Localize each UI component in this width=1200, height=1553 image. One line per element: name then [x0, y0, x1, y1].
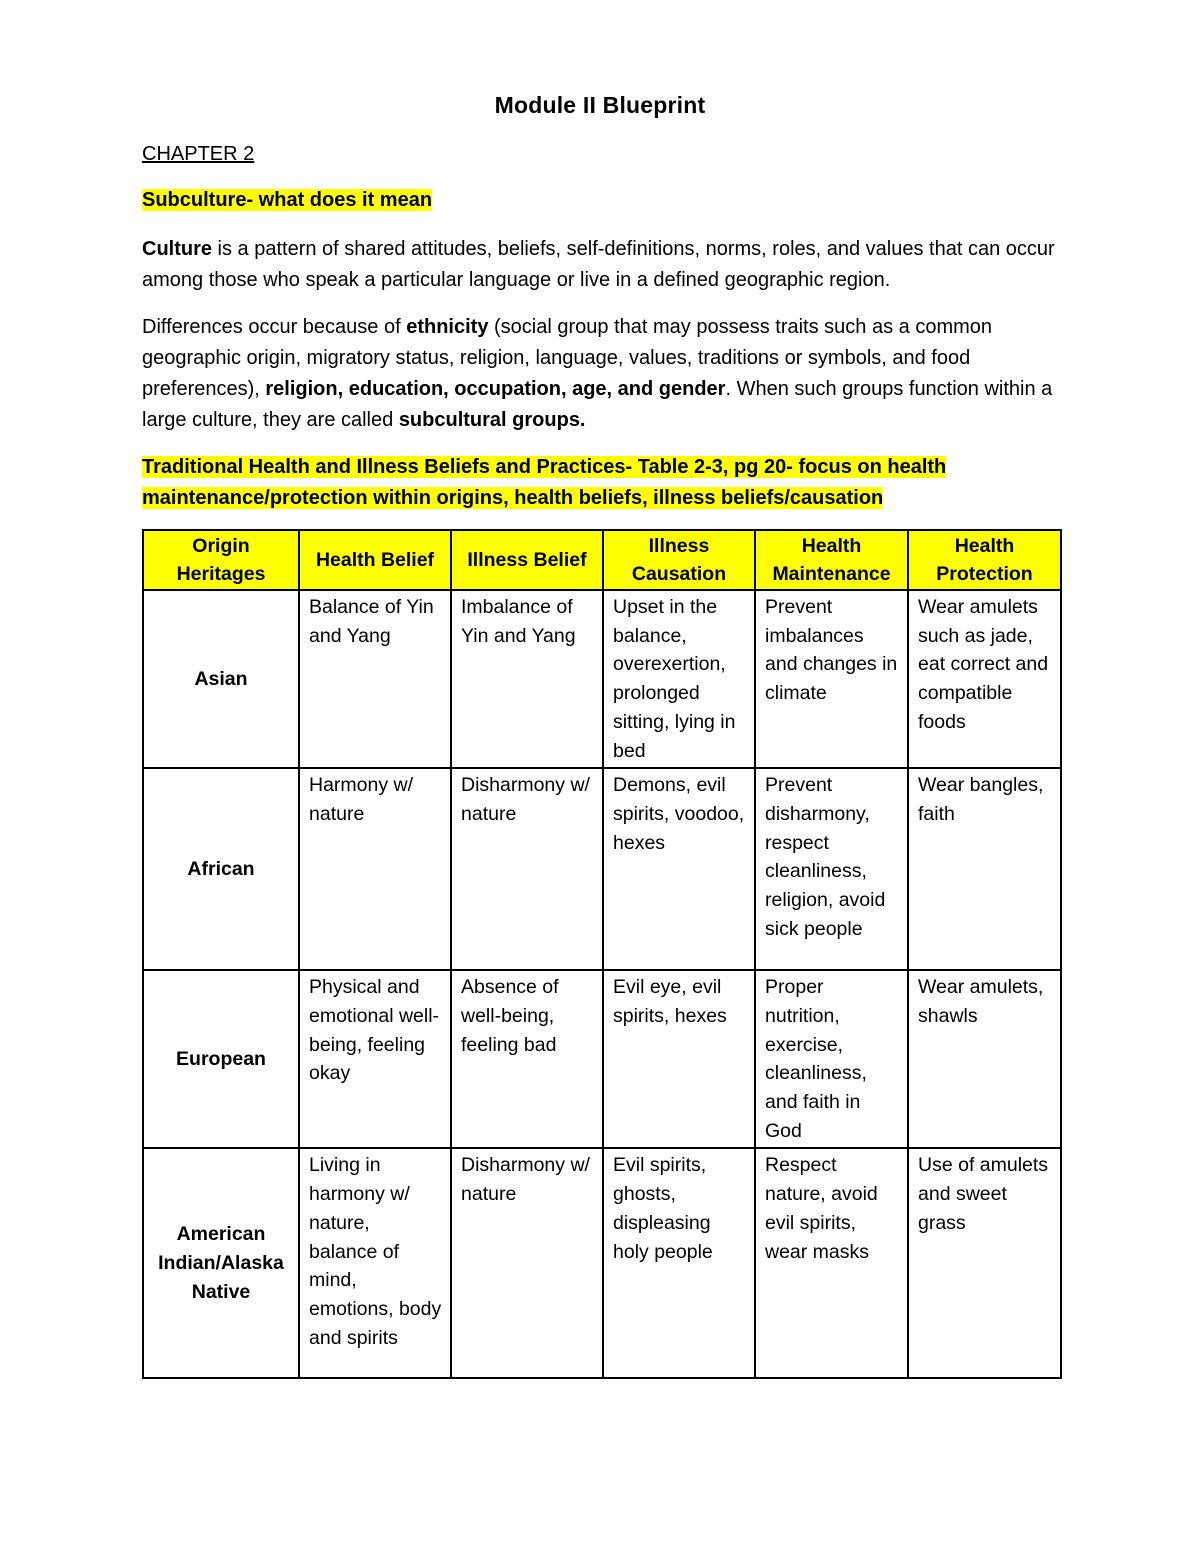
- table-heading-text: Traditional Health and Illness Beliefs and Practices- Table 2-3, pg 20- focus on health maintenance/protection within origins, health beliefs, illness beliefs/causation: [142, 456, 947, 509]
- table-cell: Wear bangles, faith: [908, 768, 1061, 970]
- column-header-origin: Origin Heritages: [143, 530, 299, 590]
- subcultural-groups-term: subcultural groups.: [398, 409, 586, 431]
- ethnicity-term: ethnicity: [406, 316, 489, 338]
- origin-cell: American Indian/Alaska Native: [143, 1148, 299, 1378]
- culture-term: Culture: [142, 238, 212, 260]
- column-header-illness-causation: Illness Causation: [603, 530, 755, 590]
- table-header-row: [143, 530, 1061, 590]
- page-title: Module II Blueprint: [494, 92, 706, 118]
- table-cell: Evil spirits, ghosts, displeasing holy people: [603, 1148, 755, 1378]
- chapter-heading: CHAPTER 2: [142, 143, 255, 165]
- table-cell: Wear amulets such as jade, eat correct and compatible foods: [908, 590, 1061, 768]
- table-cell: Demons, evil spirits, voodoo, hexes: [603, 768, 755, 970]
- table-cell: Prevent disharmony, respect cleanliness, religion, avoid sick people: [755, 768, 908, 970]
- factors-terms: religion, education, occupation, age, and gender: [265, 378, 726, 400]
- subculture-heading-text: Subculture- what does it mean: [142, 189, 433, 211]
- differences-paragraph: [142, 312, 1062, 436]
- table-cell: Disharmony w/ nature: [451, 1148, 603, 1378]
- differences-text-1: Differences occur because of: [142, 316, 407, 338]
- table-cell: Absence of well-being, feeling bad: [451, 970, 603, 1148]
- table-heading: [142, 452, 1062, 514]
- column-header-health-belief: Health Belief: [299, 530, 451, 590]
- subculture-heading: [142, 189, 432, 212]
- table-row: [143, 590, 1061, 768]
- table-cell: Proper nutrition, exercise, cleanliness, and faith in God: [755, 970, 908, 1148]
- culture-paragraph: [142, 234, 1062, 296]
- column-header-health-protection: Health Protection: [908, 530, 1061, 590]
- table-cell: Use of amulets and sweet grass: [908, 1148, 1061, 1378]
- table-cell: Wear amulets, shawls: [908, 970, 1061, 1148]
- origin-cell: European: [143, 970, 299, 1148]
- origin-cell: African: [143, 768, 299, 970]
- health-beliefs-table: [142, 529, 1062, 1379]
- table-cell: Harmony w/ nature: [299, 768, 451, 970]
- table-cell: Physical and emotional well-being, feeling okay: [299, 970, 451, 1148]
- table-cell: Upset in the balance, overexertion, prolonged sitting, lying in bed: [603, 590, 755, 768]
- table-cell: Living in harmony w/ nature, balance of mind, emotions, body and spirits: [299, 1148, 451, 1378]
- differences-text-2: (social group that may possess traits such as a common geographic origin, migratory status, religion, language, values, traditions or symbols, and food preferences),: [142, 316, 993, 400]
- table-cell: Imbalance of Yin and Yang: [451, 590, 603, 768]
- table-cell: Respect nature, avoid evil spirits, wear masks: [755, 1148, 908, 1378]
- table-cell: Disharmony w/ nature: [451, 768, 603, 970]
- differences-text-3: . When such groups function within a large culture, they are called: [142, 378, 1053, 431]
- table-cell: Prevent imbalances and changes in climate: [755, 590, 908, 768]
- column-header-illness-belief: Illness Belief: [451, 530, 603, 590]
- origin-cell: Asian: [143, 590, 299, 768]
- table-row: [143, 970, 1061, 1148]
- table-cell: Balance of Yin and Yang: [299, 590, 451, 768]
- table-cell: Evil eye, evil spirits, hexes: [603, 970, 755, 1148]
- culture-definition: is a pattern of shared attitudes, beliefs, self-definitions, norms, roles, and values that can occur among those who speak a particular language or live in a defined geographic region.: [142, 238, 1055, 291]
- column-header-health-maintenance: Health Maintenance: [755, 530, 908, 590]
- table-row: [143, 768, 1061, 970]
- table-row: [143, 1148, 1061, 1378]
